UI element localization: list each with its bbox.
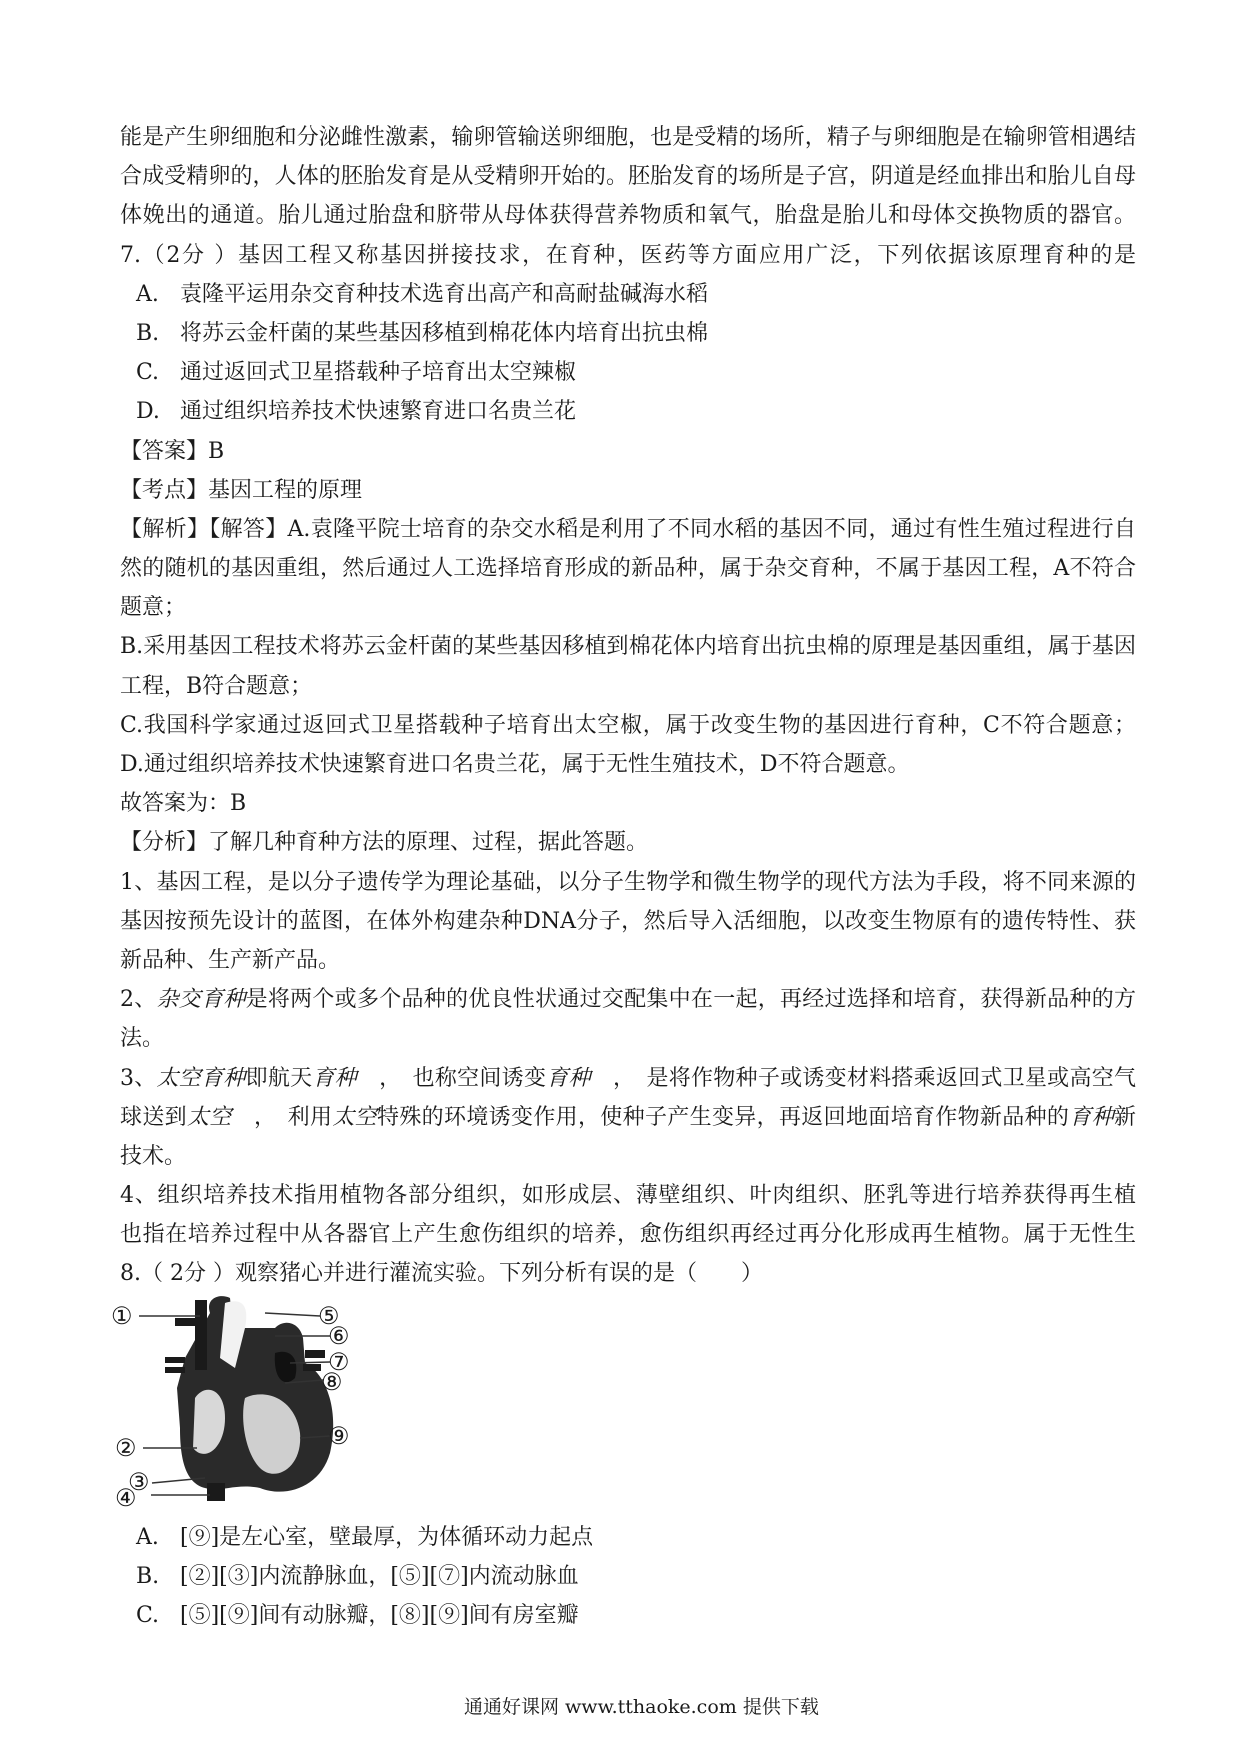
option-letter: B. bbox=[136, 320, 160, 346]
text-line bbox=[120, 1098, 1136, 1137]
text-segment: 球送到 bbox=[120, 1104, 187, 1130]
footer-source: 通通好课网 www.tthaoke.com 提供下载 bbox=[464, 1696, 819, 1718]
text-line: 合成受精卵的，人体的胚胎发育是从受精卵开始的。胚胎发育的场所是子宫，阴道是经血排出和胎儿自母 bbox=[120, 164, 1136, 190]
option-text: [⑨]是左心室，壁最厚，为体循环动力起点 bbox=[180, 1525, 594, 1550]
option-text: [②][③]内流静脉血，[⑤][⑦]内流动脉血 bbox=[180, 1564, 579, 1590]
text-line: D.通过组织培养技术快速繁育进口名贵兰花，属于无性生殖技术，D不符合题意。 bbox=[120, 752, 910, 777]
answer-option bbox=[120, 1596, 1136, 1635]
text-segment: 3、 bbox=[120, 1065, 157, 1091]
answer-option bbox=[120, 1557, 1136, 1596]
text-line: 也指在培养过程中从各器官上产生愈伤组织的培养，愈伤组织再经过再分化形成再生植物。属于无性生 bbox=[120, 1222, 1136, 1248]
text-line: B.采用基因工程技术将苏云金杆菌的某些基因移植到棉花体内培育出抗虫棉的原理是基因重组，属于基因 bbox=[120, 634, 1136, 660]
label-5: ⑤ bbox=[318, 1302, 340, 1330]
text-line bbox=[120, 1059, 1136, 1098]
text-line: 新品种、生产新产品。 bbox=[120, 947, 341, 973]
answer-option bbox=[120, 353, 1136, 392]
answer-option bbox=[120, 275, 1136, 314]
option-text: 将苏云金杆菌的某些基因移植到棉花体内培育出抗虫棉 bbox=[180, 320, 709, 346]
text-line: 7.（2分 ）基因工程又称基因拼接技求，在育种，医药等方面应用广泛，下列依据该原理育种的是 bbox=[120, 242, 1136, 268]
option-letter: C. bbox=[136, 360, 160, 386]
text-line: 题意； bbox=[120, 595, 187, 621]
text-segment: 特殊的环境诱变作用，使种子产生变异，再返回地面培育作物新品种的 bbox=[377, 1104, 1070, 1130]
text-line: 技术。 bbox=[120, 1143, 187, 1169]
italic-term: 育种 bbox=[546, 1065, 591, 1091]
question-8-options bbox=[120, 1518, 1136, 1636]
label-7: ⑦ bbox=[328, 1348, 350, 1376]
answer-option bbox=[120, 392, 1136, 431]
label-1: ① bbox=[111, 1302, 133, 1330]
option-letter: C. bbox=[136, 1603, 160, 1629]
italic-term: 育种 bbox=[312, 1065, 357, 1091]
option-letter: D. bbox=[136, 399, 160, 425]
italic-term: 太空育种 bbox=[156, 1065, 246, 1091]
italic-term: 太空 bbox=[332, 1104, 377, 1130]
italic-term: 太空 bbox=[187, 1104, 232, 1130]
option-text: 通过返回式卫星搭载种子培育出太空辣椒 bbox=[180, 360, 577, 386]
text-line: 体娩出的通道。胎儿通过胎盘和脐带从母体获得营养物质和氧气，胎盘是胎儿和母体交换物质的器官。 bbox=[120, 203, 1136, 229]
option-text: 袁隆平运用杂交育种技术选育出高产和高耐盐碱海水稻 bbox=[180, 281, 709, 307]
text-line: 法。 bbox=[120, 1026, 165, 1052]
text-line: 故答案为：B bbox=[120, 791, 247, 817]
text-segment: 即航天 bbox=[245, 1065, 313, 1091]
answer-option bbox=[120, 1518, 1136, 1557]
text-segment: 是将两个或多个品种的优良性状通过交配集中在一起，再经过选择和培育，获得新品种的方 bbox=[245, 987, 1136, 1013]
option-letter: A. bbox=[136, 1525, 159, 1550]
document-body bbox=[120, 118, 1136, 1294]
pig-heart-diagram bbox=[111, 1288, 365, 1512]
text-line: 【答案】B bbox=[120, 438, 225, 464]
text-line: 能是产生卵细胞和分泌雌性激素，输卵管输送卵细胞，也是受精的场所，精子与卵细胞是在输卵管相遇结 bbox=[120, 125, 1136, 150]
label-8: ⑧ bbox=[321, 1368, 343, 1396]
text-line bbox=[120, 980, 1136, 1019]
italic-term: 杂交育种 bbox=[156, 987, 246, 1013]
option-text: 通过组织培养技术快速繁育进口名贵兰花 bbox=[180, 399, 577, 425]
label-9: ⑨ bbox=[328, 1422, 350, 1450]
text-segment: ， 利用 bbox=[231, 1104, 333, 1130]
text-line: 4、组织培养技术指用植物各部分组织，如形成层、薄壁组织、叶肉组织、胚乳等进行培养获得再生植 bbox=[120, 1183, 1136, 1209]
text-segment: ， 是将作物种子或诱变材料搭乘返回式卫星或高空气 bbox=[590, 1065, 1136, 1091]
text-line: 8.（ 2分 ）观察猪心并进行灌流实验。下列分析有误的是（ ） bbox=[120, 1261, 763, 1287]
text-line: 【考点】基因工程的原理 bbox=[120, 477, 363, 503]
text-line: 【解析】【解答】A.袁隆平院士培育的杂交水稻是利用了不同水稻的基因不同，通过有性生殖过程进行自 bbox=[120, 516, 1136, 542]
option-letter: A. bbox=[136, 281, 159, 307]
italic-term: 育种 bbox=[1069, 1104, 1114, 1130]
label-2: ② bbox=[115, 1434, 137, 1462]
label-4: ④ bbox=[115, 1484, 137, 1512]
answer-option bbox=[120, 314, 1136, 353]
text-line: 【分析】了解几种育种方法的原理、过程，据此答题。 bbox=[120, 830, 649, 856]
text-segment: ， 也称空间诱变 bbox=[356, 1065, 547, 1091]
label-3: ③ bbox=[128, 1468, 150, 1496]
text-segment: 2、 bbox=[120, 987, 157, 1013]
text-line: C.我国科学家通过返回式卫星搭载种子培育出太空椒，属于改变生物的基因进行育种，C不符合题意； bbox=[120, 712, 1136, 738]
label-6: ⑥ bbox=[328, 1322, 350, 1350]
option-letter: B. bbox=[136, 1564, 160, 1590]
text-line: 然的随机的基因重组，然后通过人工选择培育形成的新品种，属于杂交育种，不属于基因工程，A不符合 bbox=[120, 556, 1136, 582]
option-text: [⑤][⑨]间有动脉瓣，[⑧][⑨]间有房室瓣 bbox=[180, 1603, 579, 1629]
text-segment: 新 bbox=[1113, 1104, 1136, 1130]
text-line: 工程，B符合题意； bbox=[120, 673, 313, 699]
text-line: 基因按预先设计的蓝图，在体外构建杂种DNA分子，然后导入活细胞，以改变生物原有的遗传特性、获 bbox=[120, 908, 1136, 934]
text-line: 1、基因工程，是以分子遗传学为理论基础，以分子生物学和微生物学的现代方法为手段，将不同来源的 bbox=[120, 869, 1136, 895]
